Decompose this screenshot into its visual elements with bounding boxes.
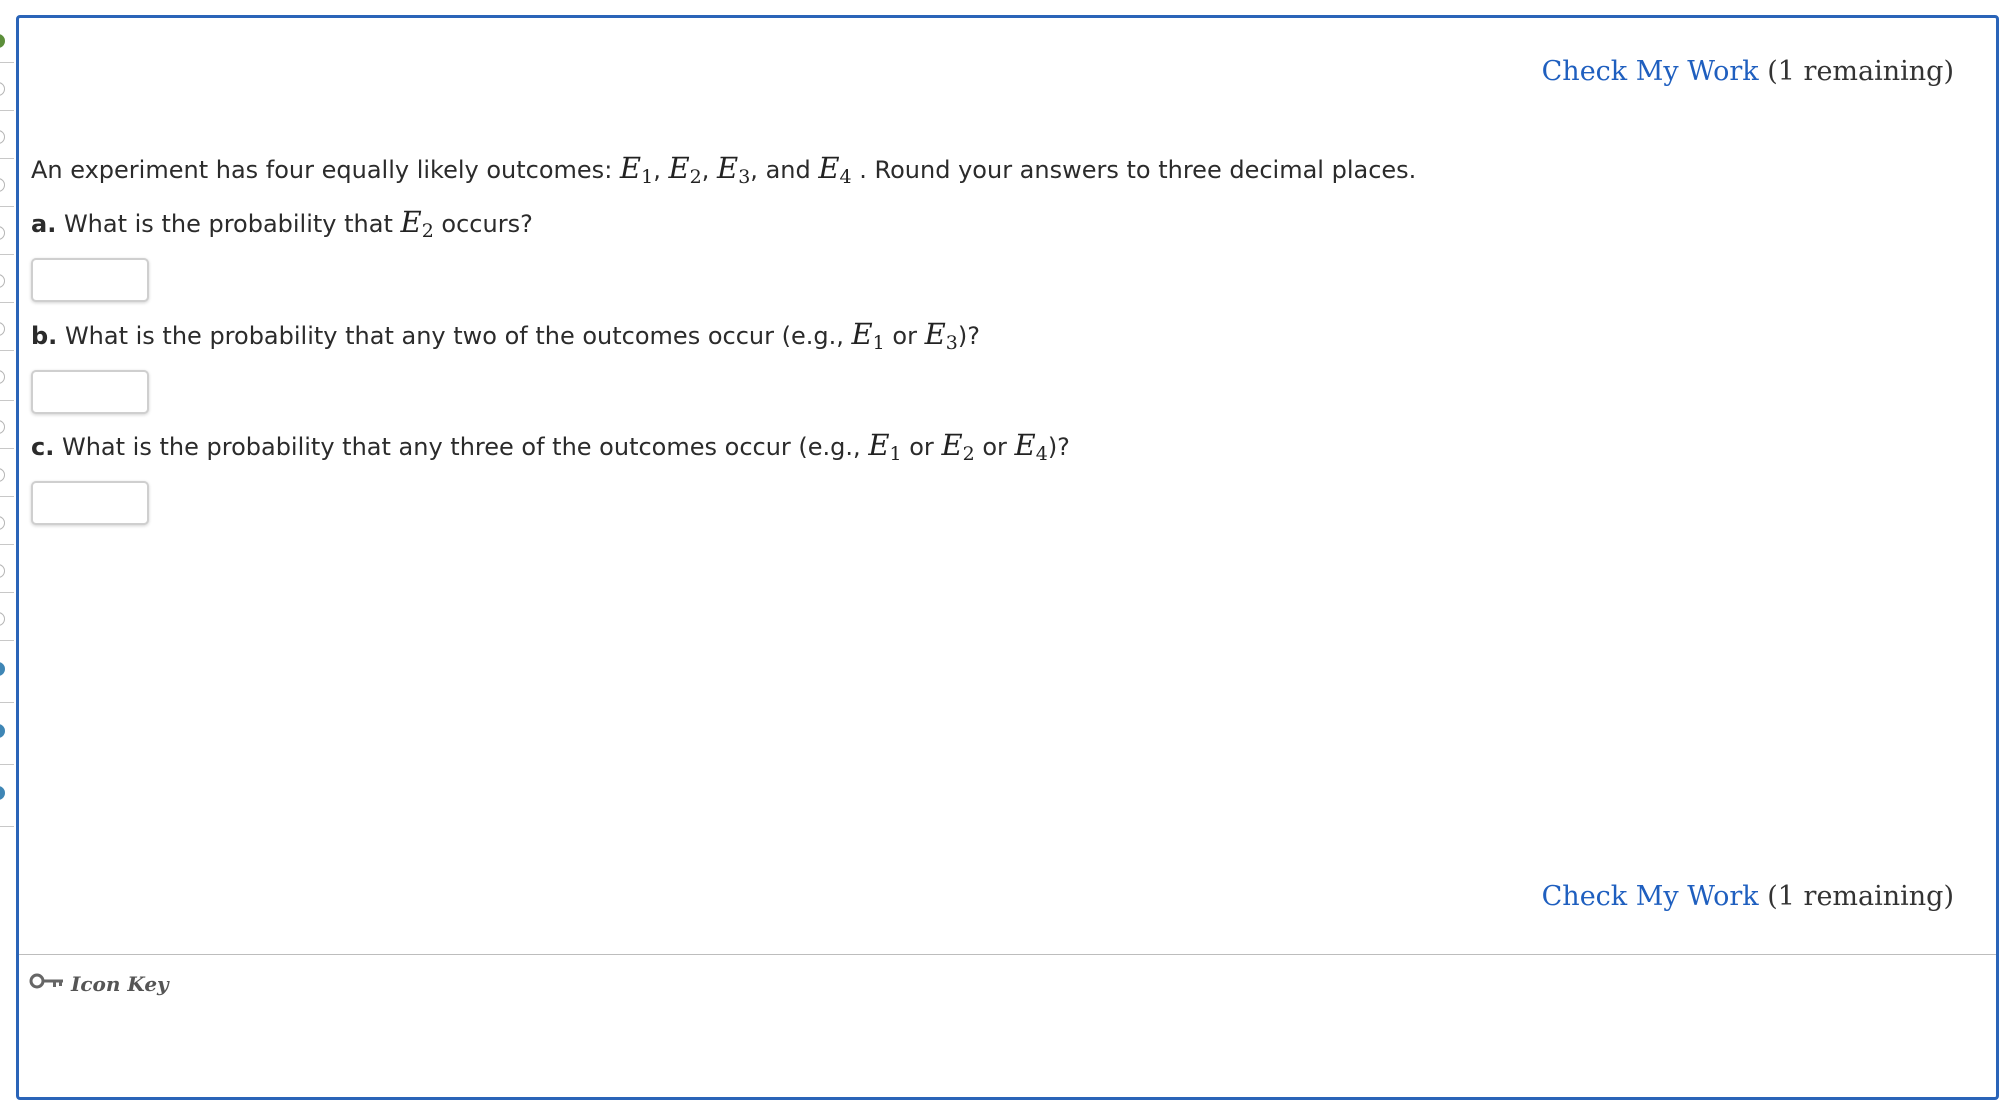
- nav-divider: [0, 62, 14, 63]
- math-e1: $E_1$: [619, 151, 654, 188]
- question-c: c. What is the probability that any three of the outcomes occur (e.g., $E_1$ or $E_2$ or $E_4$)?: [31, 428, 1070, 465]
- question-b: b. What is the probability that any two of the outcomes occur (e.g., $E_1$ or $E_3$)?: [31, 317, 980, 354]
- icon-key-button[interactable]: [29, 970, 169, 997]
- nav-dot-answered[interactable]: [0, 662, 5, 676]
- check-my-work-link[interactable]: Check My Work: [1541, 56, 1759, 87]
- check-my-work-link[interactable]: Check My Work: [1541, 881, 1759, 912]
- nav-divider: [0, 640, 14, 641]
- nav-dot[interactable]: [0, 516, 5, 530]
- key-icon: [29, 970, 65, 997]
- intro-instruction: . Round your answers to three decimal places.: [859, 156, 1417, 184]
- math-e4: $E_4$: [1014, 428, 1048, 465]
- remaining-count: (1 remaining): [1767, 881, 1954, 912]
- math-e2: $E_2$: [941, 428, 975, 465]
- check-my-work-bottom: [1542, 881, 1954, 912]
- nav-dot[interactable]: [0, 564, 5, 578]
- nav-divider: [0, 592, 14, 593]
- nav-dot[interactable]: [0, 468, 5, 482]
- math-e2: $E_2$: [400, 205, 434, 242]
- math-e1: $E_1$: [851, 317, 885, 354]
- icon-key-label: Icon Key: [71, 971, 169, 996]
- question-a-label: a.: [31, 210, 57, 238]
- nav-dot-answered[interactable]: [0, 724, 5, 738]
- nav-divider: [0, 702, 14, 703]
- nav-dot[interactable]: [0, 82, 5, 96]
- nav-divider: [0, 400, 14, 401]
- check-my-work-top: [1542, 56, 1954, 87]
- question-c-label: c.: [31, 433, 55, 461]
- answer-a-input[interactable]: [31, 258, 149, 302]
- nav-dot[interactable]: [0, 420, 5, 434]
- nav-dot[interactable]: [0, 370, 5, 384]
- nav-divider: [0, 496, 14, 497]
- nav-dot[interactable]: [0, 226, 5, 240]
- nav-dot-complete[interactable]: [0, 34, 5, 48]
- nav-dot[interactable]: [0, 178, 5, 192]
- nav-dot[interactable]: [0, 274, 5, 288]
- nav-dot-answered[interactable]: [0, 786, 5, 800]
- answer-c-input[interactable]: [31, 481, 149, 525]
- intro-text: An experiment has four equally likely outcomes:: [31, 156, 613, 184]
- math-e2: $E_2$: [668, 151, 702, 188]
- nav-divider: [0, 158, 14, 159]
- math-e3: $E_3$: [717, 151, 751, 188]
- problem-statement: An experiment has four equally likely outcomes: $E_1$, $E_2$, $E_3$, and $E_4$ . Round your answers to three decimal places.: [31, 151, 1417, 188]
- nav-dot[interactable]: [0, 612, 5, 626]
- nav-divider: [0, 350, 14, 351]
- nav-divider: [0, 254, 14, 255]
- answer-b-input[interactable]: [31, 370, 149, 414]
- footer-divider: [19, 954, 1996, 955]
- nav-divider: [0, 826, 14, 827]
- nav-divider: [0, 448, 14, 449]
- math-e4: $E_4$: [818, 151, 852, 188]
- nav-divider: [0, 110, 14, 111]
- nav-divider: [0, 544, 14, 545]
- math-e3: $E_3$: [924, 317, 958, 354]
- question-panel: [16, 15, 1999, 1100]
- nav-divider: [0, 302, 14, 303]
- nav-divider: [0, 206, 14, 207]
- math-e1: $E_1$: [868, 428, 902, 465]
- nav-dot[interactable]: [0, 130, 5, 144]
- question-b-label: b.: [31, 322, 58, 350]
- nav-dot[interactable]: [0, 322, 5, 336]
- nav-divider: [0, 764, 14, 765]
- question-navigation-strip: [0, 0, 16, 1108]
- question-a: a. What is the probability that $E_2$ occurs?: [31, 205, 533, 242]
- remaining-count: (1 remaining): [1767, 56, 1954, 87]
